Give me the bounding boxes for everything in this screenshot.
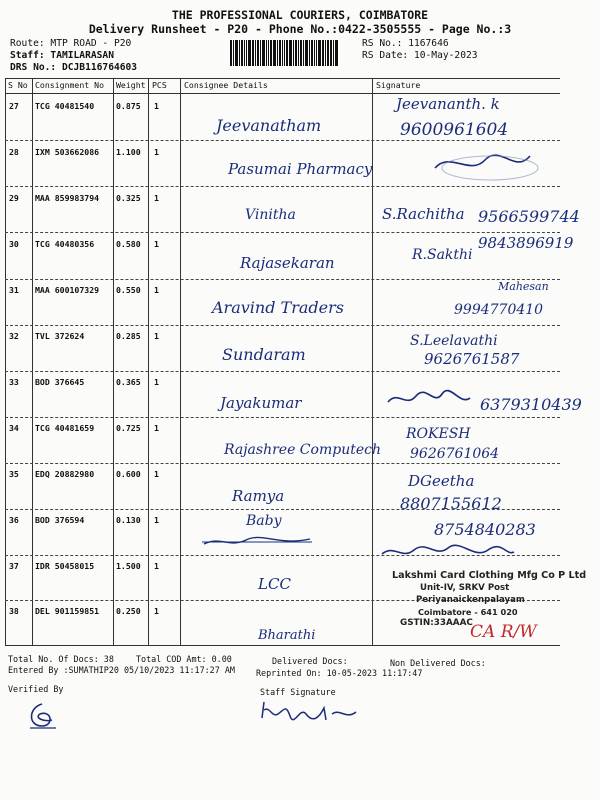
company-stamp-line3: Periyanaickenpalayam bbox=[416, 595, 525, 605]
row-pcs: 1 bbox=[154, 561, 159, 571]
row-sno: 35 bbox=[9, 469, 19, 479]
company-stamp-line4: Coimbatore - 641 020 bbox=[418, 607, 518, 617]
row-sno: 30 bbox=[9, 239, 19, 249]
row-sno: 31 bbox=[9, 285, 19, 295]
row-separator bbox=[5, 140, 560, 141]
signature-scribble-graphic bbox=[378, 542, 518, 562]
row-weight: 1.500 bbox=[116, 561, 141, 571]
signature-handwriting: R.Sakthi bbox=[412, 247, 473, 263]
col-sno: S No bbox=[8, 80, 28, 90]
rs-number: RS No.: 1167646 bbox=[362, 38, 449, 49]
company-title: THE PROFESSIONAL COURIERS, COIMBATORE bbox=[171, 8, 429, 22]
barcode-image bbox=[230, 40, 354, 66]
consignee-handwriting: LCC bbox=[258, 575, 291, 593]
col-consignee: Consignee Details bbox=[184, 80, 268, 90]
total-docs: Total No. Of Docs: 38 bbox=[8, 654, 114, 664]
phone-handwriting: 9843896919 bbox=[478, 234, 574, 252]
row-sno: 32 bbox=[9, 331, 19, 341]
row-sno: 28 bbox=[9, 147, 19, 157]
row-pcs: 1 bbox=[154, 331, 159, 341]
row-consignment: MAA 859983794 bbox=[35, 193, 100, 203]
consignee-handwriting: Rajashree Computech bbox=[224, 442, 381, 458]
total-cod: Total COD Amt: 0.00 bbox=[136, 654, 232, 664]
table-top-border bbox=[5, 78, 560, 79]
row-consignment: MAA 600107329 bbox=[35, 285, 100, 295]
row-consignment: TCG 40481659 bbox=[35, 423, 95, 433]
row-sno: 37 bbox=[9, 561, 19, 571]
signature-handwriting: S.Leelavathi bbox=[410, 333, 498, 349]
delivered-docs: Delivered Docs: bbox=[272, 656, 348, 666]
row-separator bbox=[5, 186, 560, 187]
row-sno: 29 bbox=[9, 193, 19, 203]
row-pcs: 1 bbox=[154, 377, 159, 387]
row-consignment: TVL 372624 bbox=[35, 331, 85, 341]
col-divider bbox=[113, 78, 114, 645]
staff-signature bbox=[256, 698, 366, 728]
row-pcs: 1 bbox=[154, 606, 159, 616]
row-separator bbox=[5, 232, 560, 233]
phone-handwriting: 9626761064 bbox=[410, 446, 500, 462]
company-stamp-line5: GSTIN:33AAAC bbox=[400, 618, 473, 628]
consignee-handwriting: Vinitha bbox=[245, 207, 296, 223]
row-weight: 0.365 bbox=[116, 377, 141, 387]
row-pcs: 1 bbox=[154, 101, 159, 111]
table-left-border bbox=[5, 78, 6, 645]
phone-handwriting: 9600961604 bbox=[400, 120, 509, 140]
row-separator bbox=[5, 279, 560, 280]
non-delivered-docs: Non Delivered Docs: bbox=[390, 658, 486, 668]
route-label: Route: MTP ROAD - P20 bbox=[10, 38, 132, 49]
entered-by: Entered By :SUMATHIP20 05/10/2023 11:17:27 AM bbox=[8, 665, 235, 675]
consignee-handwriting: Baby bbox=[246, 513, 282, 529]
row-weight: 0.250 bbox=[116, 606, 141, 616]
signature-handwriting: DGeetha bbox=[408, 472, 475, 490]
runsheet-subtitle: Delivery Runsheet - P20 - Phone No.:0422-3505555 - Page No.:3 bbox=[88, 22, 512, 36]
row-weight: 0.130 bbox=[116, 515, 141, 525]
row-pcs: 1 bbox=[154, 515, 159, 525]
row-pcs: 1 bbox=[154, 193, 159, 203]
row-sno: 38 bbox=[9, 606, 19, 616]
row-weight: 0.550 bbox=[116, 285, 141, 295]
row-consignment: TCG 40481540 bbox=[35, 101, 95, 111]
consignee-handwriting: Sundaram bbox=[222, 345, 306, 364]
row-weight: 0.600 bbox=[116, 469, 141, 479]
phone-handwriting: 9626761587 bbox=[424, 350, 520, 368]
drs-label: DRS No.: DCJB116764603 bbox=[10, 62, 138, 73]
signature-handwriting: Jeevananth. k bbox=[396, 95, 500, 113]
col-consignment: Consignment No bbox=[35, 80, 105, 90]
phone-handwriting: 8754840283 bbox=[434, 520, 536, 539]
row-pcs: 1 bbox=[154, 469, 159, 479]
col-divider bbox=[180, 78, 181, 645]
row-weight: 0.725 bbox=[116, 423, 141, 433]
row-consignment: TCG 40480356 bbox=[35, 239, 95, 249]
row-weight: 0.580 bbox=[116, 239, 141, 249]
col-divider bbox=[32, 78, 33, 645]
row-consignment: EDQ 20882980 bbox=[35, 469, 95, 479]
signature-handwriting: S.Rachitha bbox=[382, 205, 465, 223]
reprinted-on: Reprinted On: 10-05-2023 11:17:47 bbox=[256, 668, 423, 678]
consignee-handwriting: Bharathi bbox=[258, 628, 316, 643]
consignee-handwriting: Jayakumar bbox=[220, 394, 302, 412]
row-sno: 27 bbox=[9, 101, 19, 111]
col-divider bbox=[148, 78, 149, 645]
row-consignment: IDR 50458015 bbox=[35, 561, 95, 571]
row-consignment: BOD 376645 bbox=[35, 377, 85, 387]
col-weight: Weight bbox=[116, 80, 146, 90]
verifier-signature bbox=[22, 700, 62, 732]
row-weight: 0.285 bbox=[116, 331, 141, 341]
consignee-handwriting: Aravind Traders bbox=[212, 298, 344, 317]
row-weight: 0.875 bbox=[116, 101, 141, 111]
staff-label: Staff: TAMILARASAN bbox=[10, 50, 114, 61]
row-sno: 36 bbox=[9, 515, 19, 525]
consignee-handwriting: Rajasekaran bbox=[240, 254, 335, 272]
row-consignment: BOD 376594 bbox=[35, 515, 85, 525]
row-separator bbox=[5, 371, 560, 372]
company-stamp-line1: Lakshmi Card Clothing Mfg Co P Ltd bbox=[392, 570, 587, 581]
col-pcs: PCS bbox=[152, 80, 167, 90]
consignee-handwriting: Jeevanatham bbox=[216, 116, 322, 135]
signature-scribble-graphic bbox=[384, 388, 474, 410]
row-pcs: 1 bbox=[154, 239, 159, 249]
struck-out-scribble bbox=[200, 532, 315, 550]
table-bottom-border bbox=[5, 645, 560, 646]
phone-handwriting: 9994770410 bbox=[454, 302, 544, 318]
row-consignment: DEL 901159851 bbox=[35, 606, 100, 616]
signature-handwriting: Mahesan bbox=[498, 280, 549, 293]
rs-date: RS Date: 10-May-2023 bbox=[362, 50, 478, 61]
company-stamp-line2: Unit-IV, SRKV Post bbox=[420, 583, 510, 593]
row-pcs: 1 bbox=[154, 285, 159, 295]
stamp-mark-graphic bbox=[430, 146, 540, 184]
col-signature: Signature bbox=[376, 80, 421, 90]
row-separator bbox=[5, 325, 560, 326]
red-ink-mark: CA R/W bbox=[470, 622, 537, 642]
consignee-handwriting: Pasumai Pharmacy bbox=[228, 160, 373, 178]
row-weight: 0.325 bbox=[116, 193, 141, 203]
row-sno: 34 bbox=[9, 423, 19, 433]
phone-handwriting: 9566599744 bbox=[478, 207, 580, 226]
row-sno: 33 bbox=[9, 377, 19, 387]
table-header-border bbox=[5, 93, 560, 94]
staff-signature-label: Staff Signature bbox=[260, 687, 336, 697]
signature-handwriting: ROKESH bbox=[406, 426, 471, 442]
row-separator bbox=[5, 417, 560, 418]
row-weight: 1.100 bbox=[116, 147, 141, 157]
phone-handwriting: 8807155612 bbox=[400, 494, 502, 513]
row-pcs: 1 bbox=[154, 147, 159, 157]
phone-handwriting: 6379310439 bbox=[480, 395, 582, 414]
row-consignment: IXM 503662086 bbox=[35, 147, 100, 157]
verified-by-label: Verified By bbox=[8, 684, 64, 694]
row-separator bbox=[5, 463, 560, 464]
consignee-handwriting: Ramya bbox=[232, 487, 285, 505]
row-pcs: 1 bbox=[154, 423, 159, 433]
